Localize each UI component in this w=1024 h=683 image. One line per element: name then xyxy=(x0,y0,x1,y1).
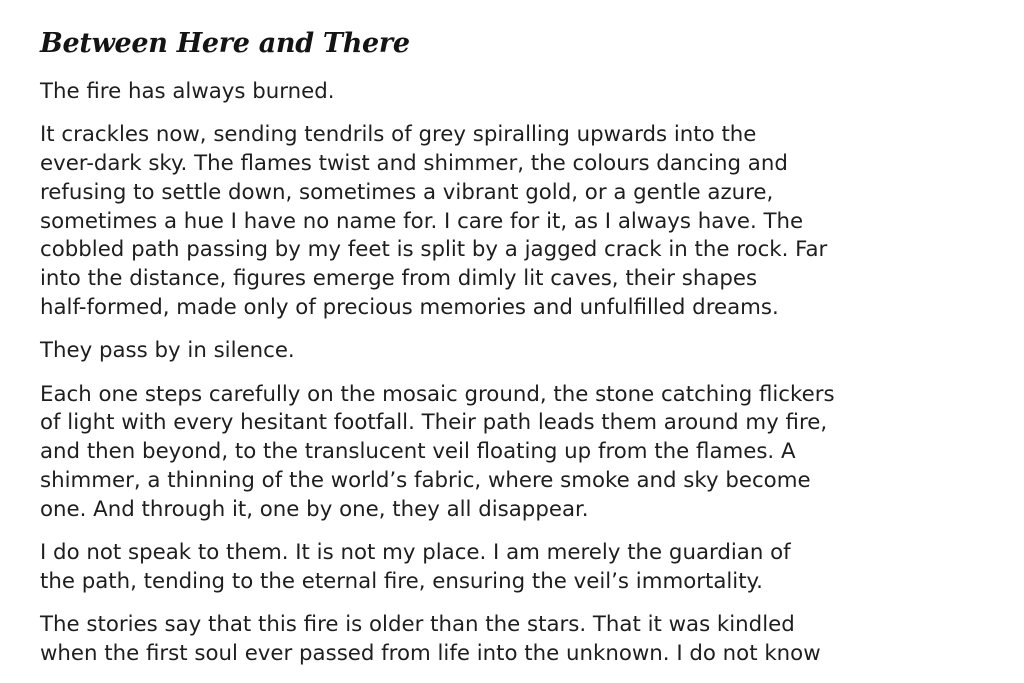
document-page xyxy=(40,26,940,683)
paragraph-5: I do not speak to them. It is not my place. I am merely the guardian of the path, tending to the eternal fire, ensuring the veil’s immortality. xyxy=(40,540,791,594)
paragraph-3: They pass by in silence. xyxy=(40,338,295,364)
paragraph-6: The stories say that this fire is older than the stars. That it was kindled when the first soul ever passed from life into the unknown. I do not know xyxy=(40,612,821,667)
paragraph-2: It crackles now, sending tendrils of grey spiralling upwards into the ever-dark sky. The flames twist and shimmer, the colours dancing and refusing to settle down, sometimes a vibrant gold, or a gentle azure, sometimes a hue I have no name for. I care for it, as I always have. The cobbled path passing by my feet is split by a jagged crack in the rock. Far into the distance, figures emerge from dimly lit caves, their shapes half-formed, made only of precious memories and unfulfilled dreams. xyxy=(40,122,828,321)
story-title: Between Here and There xyxy=(40,28,410,59)
paragraph-4: Each one steps carefully on the mosaic ground, the stone catching flickers of light with every hesitant footfall. Their path leads them around my fire, and then beyond, to the translucent veil floating up from the flames. A shimmer, a thinning of the world’s fabric, where smoke and sky become one. And through it, one by one, they all disappear. xyxy=(40,381,835,522)
paragraph-1: The fire has always burned. xyxy=(40,79,335,104)
